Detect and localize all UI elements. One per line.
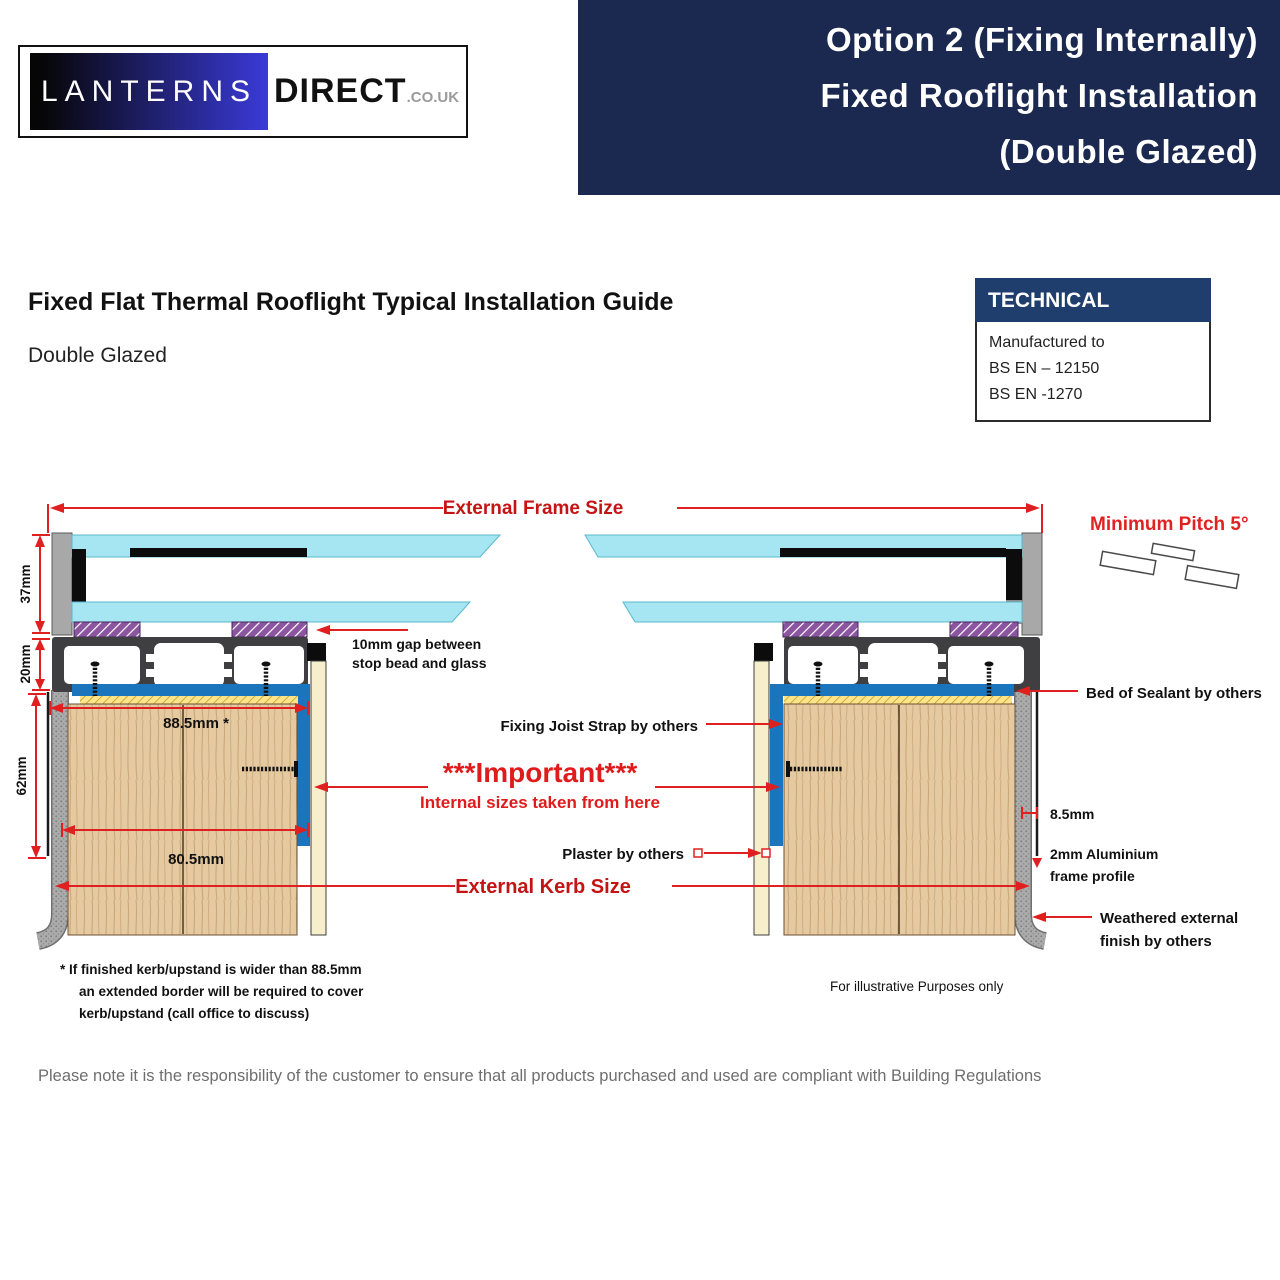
gap-note-line2: stop bead and glass <box>352 655 487 671</box>
internal-sizes-label: Internal sizes taken from here <box>420 793 660 812</box>
frame-bar-left <box>52 533 72 635</box>
plaster-callout-dot <box>762 849 770 857</box>
gap-note-line1: 10mm gap between <box>352 636 482 652</box>
frame-bar-right <box>1022 533 1042 635</box>
thermal-break-left <box>154 643 224 687</box>
weathered-finish-label-line2: finish by others <box>1100 933 1212 950</box>
profile-line-arrowhead <box>1032 858 1042 868</box>
external-kerb-size-label: External Kerb Size <box>455 876 631 898</box>
profile-chamber-left-1 <box>64 646 140 684</box>
minimum-pitch-icon <box>1100 543 1239 588</box>
technical-line-2: BS EN – 12150 <box>989 360 1100 377</box>
glazing-edge-bar-right <box>780 548 1006 557</box>
bed-of-sealant-label: Bed of Sealant by others <box>1086 685 1262 702</box>
header-banner <box>578 0 1280 195</box>
right-cross-section <box>585 533 1045 941</box>
weathered-finish-label-line1: Weathered external <box>1100 910 1239 927</box>
dim-20mm-label: 20mm <box>18 644 33 684</box>
header-line-1: Option 2 (Fixing Internally) <box>825 21 1258 58</box>
stop-bead-right-outer <box>950 622 1018 637</box>
plasterboard-left <box>311 661 326 935</box>
footnote-line3: kerb/upstand (call office to discuss) <box>79 1006 310 1021</box>
membrane-right <box>770 684 1014 696</box>
header-line-2: Fixed Rooflight Installation <box>820 77 1258 114</box>
thermal-break-right <box>868 643 938 687</box>
glazing-spacer-right <box>1006 549 1022 602</box>
illustrative-note: For illustrative Purposes only <box>830 979 1004 994</box>
dim-8-5mm-label: 8.5mm <box>1050 806 1095 822</box>
glazing-spacer-left <box>72 549 86 602</box>
minimum-pitch-label: Minimum Pitch 5° <box>1090 514 1249 535</box>
header-line-3: (Double Glazed) <box>999 133 1258 170</box>
lanterns-direct-logo <box>18 45 468 138</box>
footnote-line2: an extended border will be required to cover <box>79 984 364 999</box>
technical-line-3: BS EN -1270 <box>989 386 1083 403</box>
left-cross-section <box>38 533 500 941</box>
dim-80-5mm-label: 80.5mm <box>168 851 224 868</box>
page-subtitle: Double Glazed <box>28 344 167 367</box>
fixing-joist-strap-label: Fixing Joist Strap by others <box>500 718 698 735</box>
profile-chamber-right-1 <box>788 646 858 684</box>
footnote-line1: * If finished kerb/upstand is wider than 88.5mm <box>60 962 362 977</box>
membrane-left <box>72 684 310 696</box>
technical-box-body <box>975 322 1211 422</box>
glass-pane-bottom-right <box>623 602 1022 622</box>
glass-pane-bottom-left <box>72 602 470 622</box>
logo-couk-text: .CO.UK <box>406 89 460 106</box>
technical-line-1: Manufactured to <box>989 334 1105 351</box>
weathered-finish-right <box>1023 690 1045 941</box>
logo-direct-wordmark <box>274 72 459 111</box>
joist-strap-right <box>770 684 783 846</box>
plaster-callout-dot <box>694 849 702 857</box>
dim-37mm-label: 37mm <box>18 564 33 604</box>
stop-bead-left-outer <box>74 622 140 637</box>
glazing-edge-bar-left <box>130 548 307 557</box>
aluminium-profile-label-line1: 2mm Aluminium <box>1050 846 1159 862</box>
logo-direct-text: DIRECT <box>274 72 407 110</box>
end-block-left <box>307 643 326 661</box>
external-frame-size-label: External Frame Size <box>442 498 624 519</box>
end-block-right <box>754 643 773 661</box>
page-title: Fixed Flat Thermal Rooflight Typical Installation Guide <box>28 288 674 316</box>
stop-bead-left-inner <box>232 622 307 637</box>
aluminium-profile-label-line2: frame profile <box>1050 868 1135 884</box>
technical-box <box>975 278 1211 422</box>
stop-bead-right-inner <box>783 622 858 637</box>
plaster-label: Plaster by others <box>562 846 684 863</box>
logo-lanterns-wordmark: LANTERNS <box>30 53 268 130</box>
dim-62mm-label: 62mm <box>14 756 29 796</box>
compliance-note: Please note it is the responsibility of the customer to ensure that all products purchased and used are compliant with Building Regulations <box>38 1067 1042 1085</box>
plasterboard-right <box>754 661 769 935</box>
important-label: ***Important*** <box>442 757 638 788</box>
technical-box-title: TECHNICAL <box>975 278 1211 322</box>
installation-cross-section-diagram <box>0 480 1280 1100</box>
dim-88-5mm-label: 88.5mm * <box>163 715 229 732</box>
